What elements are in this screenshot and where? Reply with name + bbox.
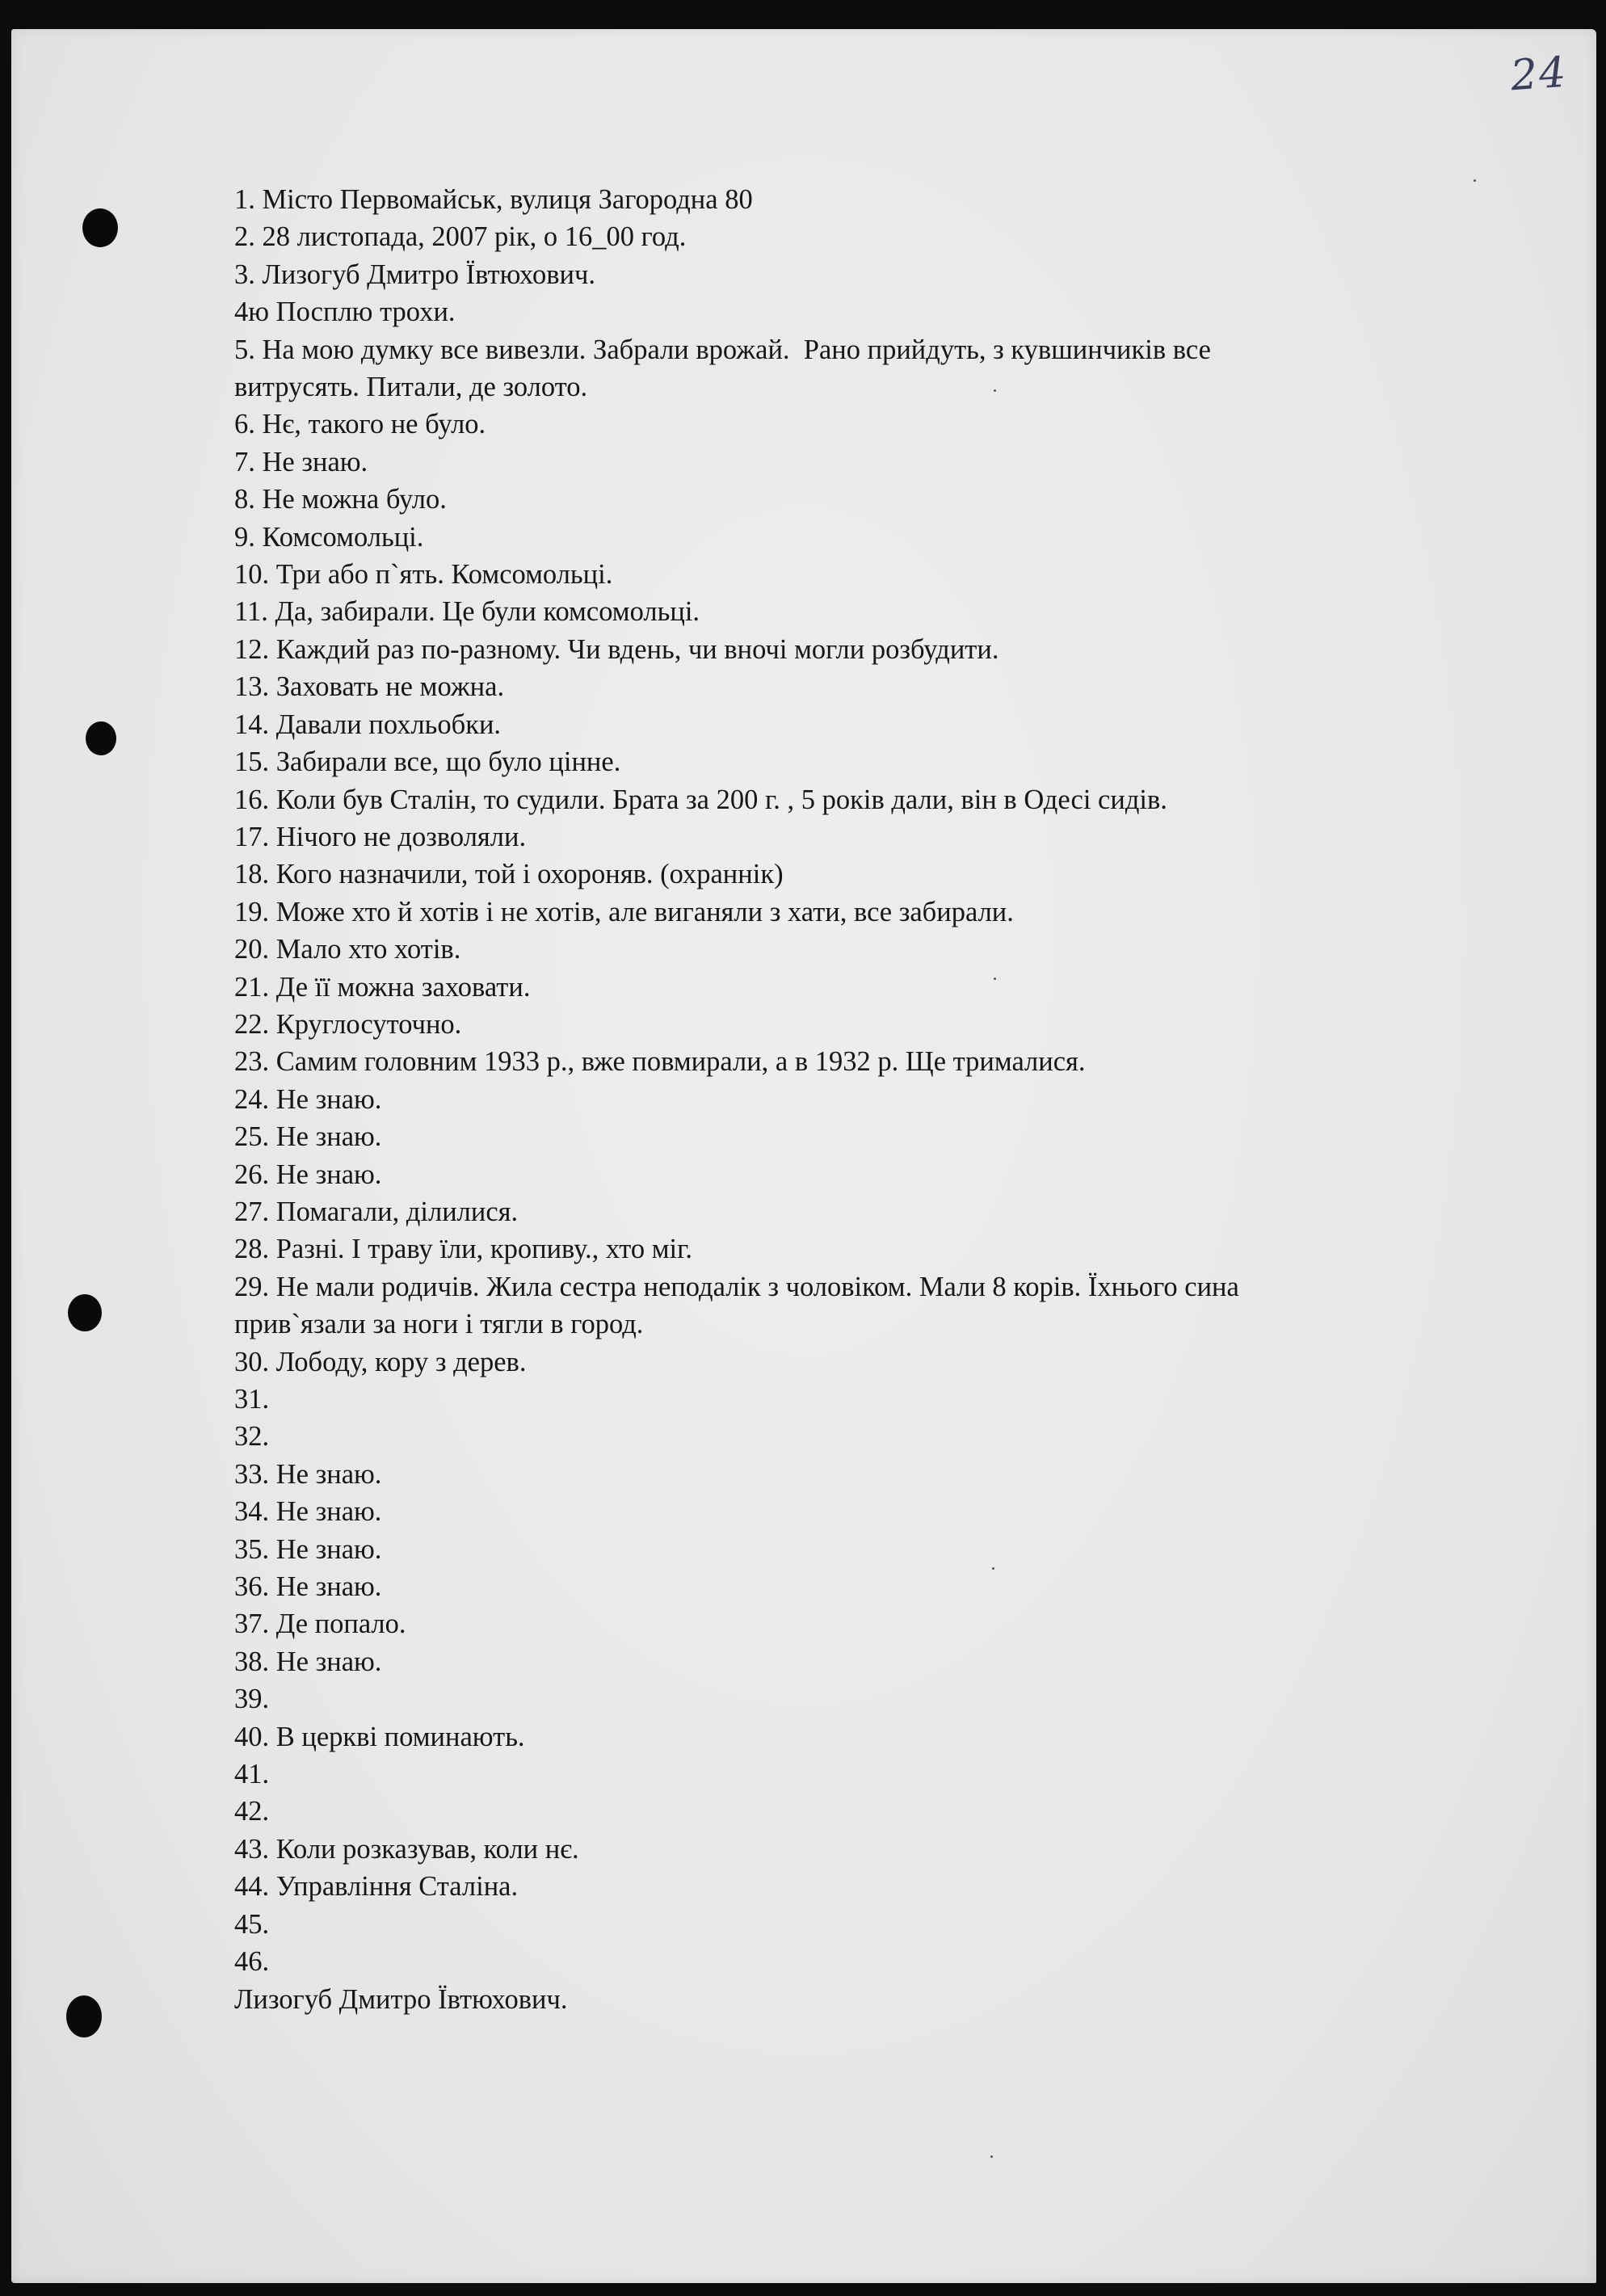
answer-line: 21. Де її можна заховати. bbox=[234, 971, 531, 1003]
scan-speck bbox=[990, 2155, 993, 2158]
answer-line: 12. Каждий раз по-разному. Чи вдень, чи вночі могли розбудити. bbox=[234, 633, 999, 665]
scan-speck bbox=[1474, 179, 1476, 182]
signature-name: Лизогуб Дмитро Ївтюхович. bbox=[234, 1983, 568, 2015]
answer-line: 40. В церкві поминають. bbox=[234, 1721, 525, 1752]
answer-line: 46. bbox=[234, 1946, 270, 1978]
answer-line: 16. Коли був Сталін, то судили. Брата за 200 г. , 5 років дали, він в Одесі сидів. bbox=[234, 784, 1167, 815]
answer-line: 15. Забирали все, що було цінне. bbox=[234, 746, 621, 778]
answer-line: 22. Круглосуточно. bbox=[234, 1008, 462, 1040]
answer-line: 5. На мою думку все вивезли. Забрали врожай. Рано прийдуть, з кувшинчиків все bbox=[234, 334, 1211, 365]
answer-line: 32. bbox=[234, 1421, 270, 1453]
answer-line: 6. Нє, такого не було. bbox=[234, 409, 486, 440]
answer-line: витрусять. Питали, де золото. bbox=[234, 372, 588, 403]
answer-line: 25. Не знаю. bbox=[234, 1121, 382, 1153]
answer-line: 44. Управління Сталіна. bbox=[234, 1871, 519, 1903]
answer-line: 38. Не знаю. bbox=[234, 1646, 382, 1677]
answer-line: 34. Не знаю. bbox=[234, 1496, 382, 1528]
answer-line: 45. bbox=[234, 1908, 270, 1940]
answer-line: 30. Лободу, кору з дерев. bbox=[234, 1346, 527, 1377]
answer-line: 4ю Посплю трохи. bbox=[234, 296, 456, 328]
answer-line: 41. bbox=[234, 1759, 270, 1790]
answer-line: 8. Не можна було. bbox=[234, 484, 447, 515]
answer-line: 27. Помагали, ділилися. bbox=[234, 1196, 519, 1227]
punch-hole-1 bbox=[82, 208, 118, 247]
answer-line: 28. Разні. І траву їли, кропиву., хто міг. bbox=[234, 1234, 693, 1265]
answer-line: 35. Не знаю. bbox=[234, 1533, 382, 1565]
answer-line: 43. Коли розказував, коли нє. bbox=[234, 1833, 579, 1865]
answer-line: 26. Не знаю. bbox=[234, 1159, 382, 1190]
answer-line: 2. 28 листопада, 2007 рік, о 16_00 год. bbox=[234, 221, 687, 253]
answer-line: 18. Кого назначили, той і охороняв. (охраннік) bbox=[234, 859, 784, 890]
punch-hole-4 bbox=[66, 1995, 102, 2037]
answer-line: 36. Не знаю. bbox=[234, 1571, 382, 1603]
answer-line: 42. bbox=[234, 1796, 270, 1827]
answer-line: 37. Де попало. bbox=[234, 1608, 406, 1640]
answer-line: 24. Не знаю. bbox=[234, 1083, 382, 1115]
answer-line: 1. Місто Первомайськ, вулиця Загородна 80 bbox=[234, 184, 753, 215]
handwritten-page-number: 24 bbox=[1508, 48, 1570, 101]
answer-line: 14. Давали похльобки. bbox=[234, 709, 502, 740]
answer-line: 7. Не знаю. bbox=[234, 446, 368, 477]
answer-line: 19. Може хто й хотів і не хотів, але виганяли з хати, все забирали. bbox=[234, 896, 1014, 927]
questionnaire-answers bbox=[234, 181, 1446, 2018]
punch-hole-3 bbox=[68, 1294, 102, 1331]
answer-line: 9. Комсомольці. bbox=[234, 521, 424, 553]
answer-line: 3. Лизогуб Дмитро Ївтюхович. bbox=[234, 259, 595, 290]
answer-line: 13. Заховать не можна. bbox=[234, 671, 505, 703]
answer-line: 29. Не мали родичів. Жила сестра неподалік з чоловіком. Мали 8 корів. Їхнього сина bbox=[234, 1271, 1239, 1302]
answer-line: 11. Да, забирали. Це були комсомольці. bbox=[234, 596, 700, 628]
answer-line: 20. Мало хто хотів. bbox=[234, 934, 461, 965]
answer-line: 33. Не знаю. bbox=[234, 1458, 382, 1490]
answer-line: 39. bbox=[234, 1684, 270, 1715]
answer-line: 10. Три або п`ять. Комсомольці. bbox=[234, 559, 613, 591]
answer-line: прив`язали за ноги і тягли в город. bbox=[234, 1309, 644, 1340]
answer-line: 23. Самим головним 1933 р., вже повмирали, а в 1932 р. Ще трималися. bbox=[234, 1046, 1086, 1078]
punch-hole-2 bbox=[86, 721, 116, 755]
answer-line: 31. bbox=[234, 1384, 270, 1415]
answer-line: 17. Нічого не дозволяли. bbox=[234, 821, 527, 852]
